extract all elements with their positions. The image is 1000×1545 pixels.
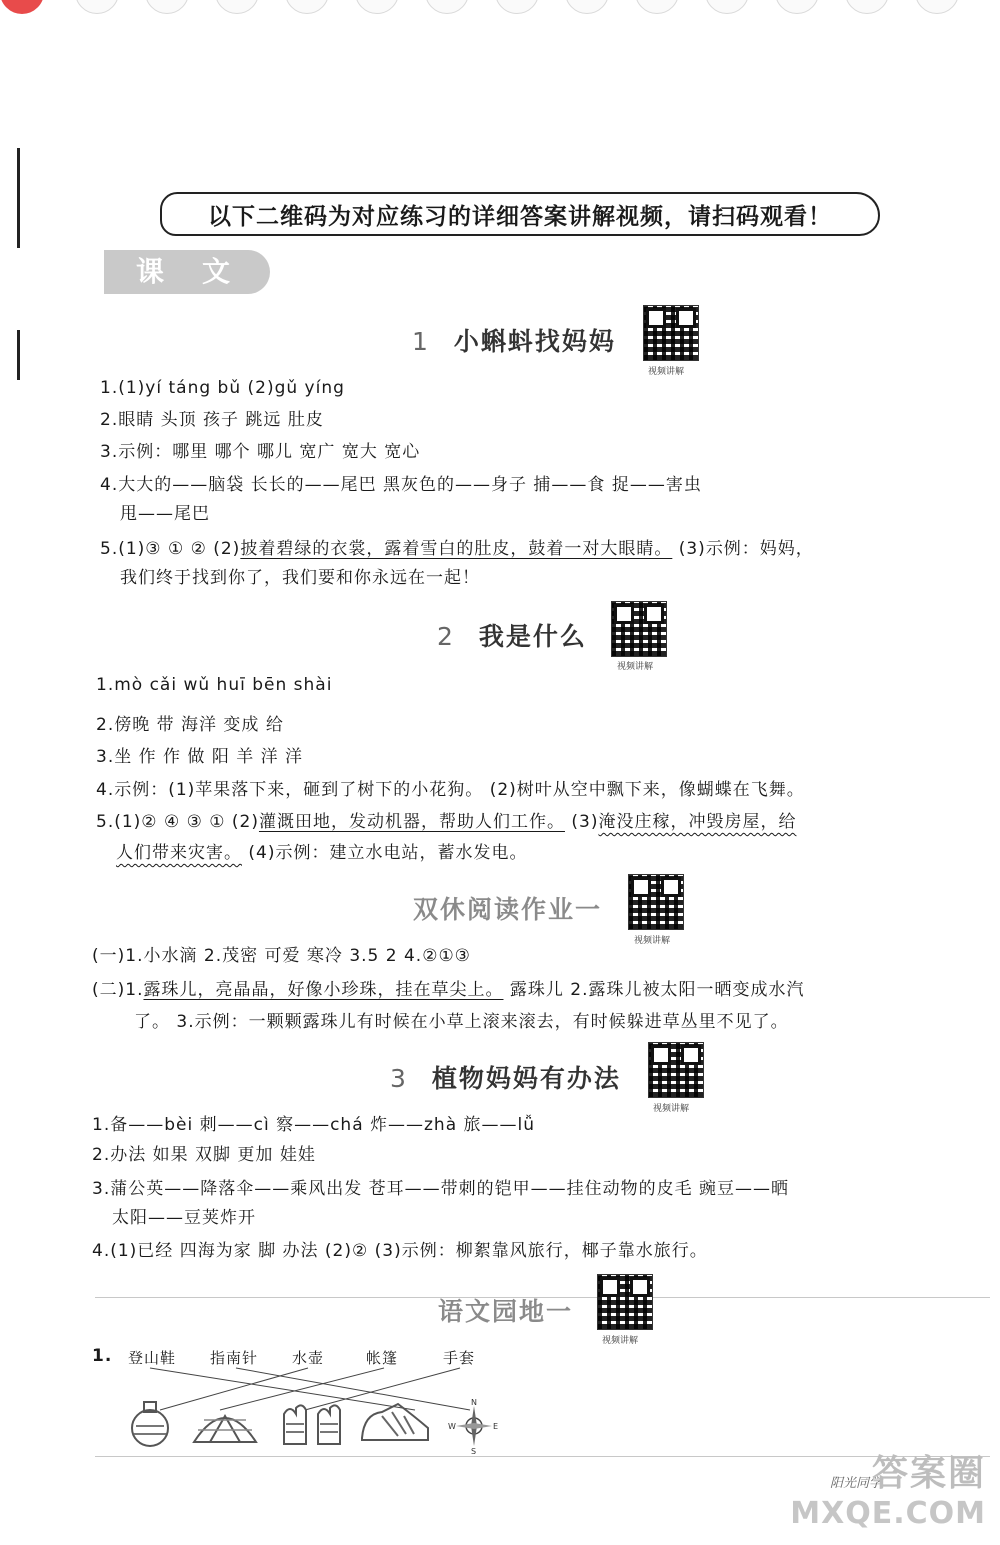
- reading-section-title: 双休阅读作业一: [413, 895, 603, 924]
- answer-text: (4)示例：建立水电站，蓄水发电。: [242, 843, 528, 863]
- answer-line: 2.傍晚 带 海洋 变成 给: [96, 715, 284, 735]
- hiking-shoe-icon: [358, 1400, 432, 1444]
- qr-caption: 视频讲解: [602, 1336, 639, 1346]
- water-bottle-icon: [126, 1400, 174, 1448]
- answer-line: 3.蒲公英——降落伞——乘风出发 苍耳——带刺的铠甲——挂住动物的皮毛 豌豆——晒: [92, 1179, 790, 1199]
- qr-caption: 视频讲解: [634, 936, 671, 946]
- answer-text: 露珠儿 2.露珠儿被太阳一晒变成水汽: [503, 980, 805, 1000]
- watermark-logo: 答案圈: [871, 1453, 986, 1494]
- answer-line: 2.眼睛 头顶 孩子 跳远 肚皮: [100, 410, 324, 430]
- answer-text: (二)1.: [92, 980, 144, 1000]
- match-item-label: 水壶: [292, 1349, 325, 1367]
- underlined-answer: 灌溉田地，发动机器，帮助人们工作。: [258, 812, 565, 832]
- answer-line: 4.大大的——脑袋 长长的——尾巴 黑灰色的——身子 捕——食 捉——害虫: [100, 475, 702, 495]
- match-item-label: 登山鞋: [128, 1349, 177, 1367]
- wavy-underlined-answer: 淹没庄稼，冲毁房屋，给: [598, 812, 797, 832]
- answer-line: 4.示例：(1)苹果落下来，砸到了树下的小花狗。 (2)树叶从空中飘下来，像蝴蝶在飞舞。: [96, 780, 805, 800]
- answer-line: 2.办法 如果 双脚 更加 娃娃: [92, 1145, 316, 1165]
- answer-line: 甩——尾巴: [120, 504, 210, 524]
- answer-text: (3): [564, 812, 599, 832]
- answer-line: 4.(1)已经 四海为家 脚 办法 (2)② (3)示例：柳絮靠风旅行，椰子靠水旅行。: [92, 1241, 708, 1261]
- lesson-number: 3: [390, 1064, 408, 1093]
- answer-line: 太阳——豆荚炸开: [112, 1208, 256, 1228]
- compass-east-label: E: [493, 1422, 499, 1431]
- question-number: 1.: [92, 1346, 113, 1366]
- underlined-answer: 披着碧绿的衣裳，露着雪白的肚皮，鼓着一对大眼睛。: [240, 539, 673, 559]
- gloves-icon: [280, 1400, 348, 1446]
- compass-south-label: S: [471, 1447, 477, 1454]
- wavy-underlined-answer: 人们带来灾害。: [116, 843, 242, 863]
- tent-icon: [190, 1400, 260, 1444]
- compass-north-label: N: [471, 1398, 477, 1407]
- answer-text: 5.(1)② ④ ③ ① (2): [96, 812, 259, 832]
- watermark: [790, 1445, 986, 1531]
- match-item-label: 帐篷: [366, 1349, 399, 1367]
- answer-line: 3.示例：哪里 哪个 哪儿 宽广 宽大 宽心: [100, 442, 421, 462]
- compass-west-label: W: [448, 1422, 456, 1431]
- qr-caption: 视频讲解: [648, 367, 685, 377]
- qr-instruction-banner: 以下二维码为对应练习的详细答案讲解视频，请扫码观看！: [160, 192, 880, 236]
- lesson-title-text: 我是什么: [478, 622, 587, 651]
- answer-line: (一)1.小水滴 2.茂密 可爱 寒冷 3.5 2 4.②①③: [92, 946, 471, 966]
- publisher-brand: 阳光同学: [830, 1476, 883, 1491]
- lesson-title-text: 植物妈妈有办法: [431, 1064, 621, 1093]
- answer-line: 3.坐 作 作 做 阳 羊 洋 洋: [96, 747, 304, 767]
- answer-line: 了。 3.示例：一颗颗露珠儿有时候在小草上滚来滚去，有时候躲进草丛里不见了。: [134, 1012, 789, 1032]
- watermark-url: MXQE.COM: [790, 1496, 986, 1531]
- compass-icon: [448, 1398, 500, 1454]
- qr-caption: 视频讲解: [653, 1104, 690, 1114]
- answer-line: 1.mò cǎi wǔ huī bēn shài: [96, 675, 333, 695]
- answer-text: 5.(1)③ ① ② (2): [100, 539, 241, 559]
- lesson-number: 1: [412, 327, 430, 356]
- match-item-label: 手套: [443, 1349, 476, 1367]
- unit-tab: 课文: [104, 250, 270, 294]
- underlined-answer: 露珠儿，亮晶晶，好像小珍珠，挂在草尖上。: [143, 980, 504, 1000]
- answer-text: (3)示例：妈妈，: [672, 539, 814, 559]
- garden-section-title: 语文园地一: [438, 1297, 574, 1326]
- answer-line: 1.(1)yí táng bǔ (2)gǔ yíng: [100, 378, 345, 398]
- answer-line: 我们终于找到你了，我们要和你永远在一起！: [120, 568, 480, 588]
- qr-caption: 视频讲解: [617, 662, 654, 672]
- answer-line: 1.备——bèi 刺——cì 察——chá 炸——zhà 旅——lǚ: [92, 1115, 536, 1135]
- lesson-number: 2: [437, 622, 455, 651]
- lesson-title-text: 小蝌蚪找妈妈: [453, 327, 616, 356]
- match-item-label: 指南针: [210, 1349, 259, 1367]
